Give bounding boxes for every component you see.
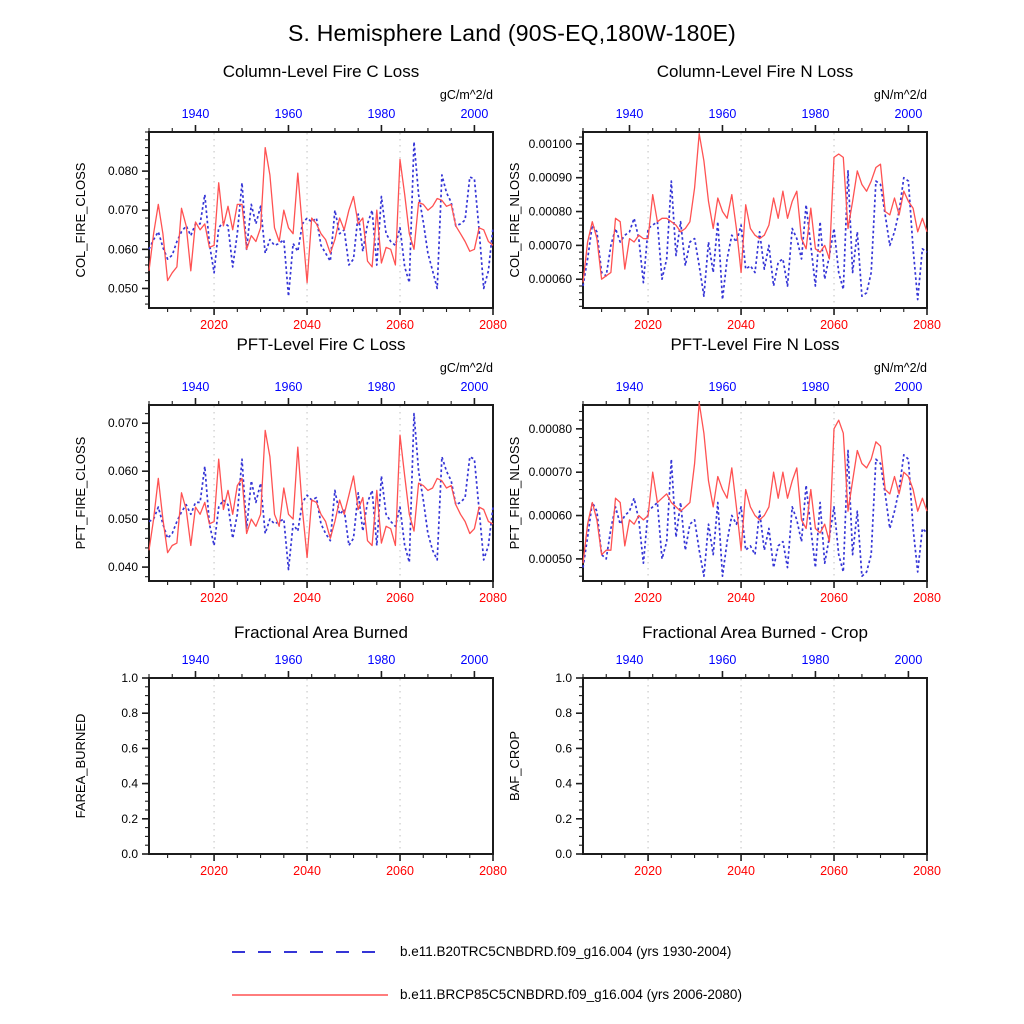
series-historical bbox=[149, 142, 493, 296]
y-axis-label: COL_FIRE_NLOSS bbox=[507, 162, 522, 278]
svg-text:2060: 2060 bbox=[386, 591, 414, 605]
legend-line-dashed bbox=[230, 944, 390, 960]
svg-text:2000: 2000 bbox=[460, 653, 489, 667]
svg-text:1980: 1980 bbox=[367, 380, 396, 394]
svg-text:0.060: 0.060 bbox=[107, 242, 138, 257]
legend-line-solid bbox=[230, 987, 390, 1003]
svg-text:0.8: 0.8 bbox=[121, 706, 138, 721]
svg-text:0.050: 0.050 bbox=[107, 281, 138, 296]
svg-text:0.00070: 0.00070 bbox=[528, 465, 572, 480]
svg-text:1940: 1940 bbox=[615, 380, 644, 394]
svg-text:0.8: 0.8 bbox=[555, 706, 572, 721]
svg-text:0.070: 0.070 bbox=[107, 203, 138, 218]
svg-text:0.00080: 0.00080 bbox=[528, 421, 572, 436]
svg-text:1940: 1940 bbox=[181, 653, 210, 667]
svg-text:0.0: 0.0 bbox=[555, 847, 572, 861]
svg-text:2020: 2020 bbox=[634, 864, 662, 878]
svg-text:1960: 1960 bbox=[708, 653, 737, 667]
panel-title-col-fire-closs: Column-Level Fire C Loss bbox=[222, 62, 420, 81]
series-rcp85 bbox=[583, 134, 927, 283]
svg-text:1960: 1960 bbox=[708, 380, 737, 394]
svg-text:1980: 1980 bbox=[801, 107, 830, 121]
svg-text:1980: 1980 bbox=[367, 653, 396, 667]
svg-text:2040: 2040 bbox=[727, 318, 755, 332]
units-label: gN/m^2/d bbox=[873, 88, 927, 102]
svg-text:0.4: 0.4 bbox=[121, 776, 138, 791]
svg-text:0.2: 0.2 bbox=[121, 811, 138, 826]
svg-text:2000: 2000 bbox=[894, 107, 923, 121]
panel-plot-0 bbox=[108, 107, 507, 332]
y-axis-label: FAREA_BURNED bbox=[73, 713, 88, 819]
svg-text:1940: 1940 bbox=[181, 380, 210, 394]
legend-label: b.e11.BRCP85C5CNBDRD.f09_g16.004 (yrs 2006-2080) bbox=[400, 987, 742, 1002]
svg-text:0.2: 0.2 bbox=[555, 811, 572, 826]
y-axis-label: COL_FIRE_CLOSS bbox=[73, 162, 88, 278]
svg-text:0.00060: 0.00060 bbox=[528, 508, 572, 523]
svg-text:2060: 2060 bbox=[386, 318, 414, 332]
svg-text:0.070: 0.070 bbox=[107, 416, 138, 431]
series-rcp85 bbox=[149, 148, 493, 283]
svg-text:1.0: 1.0 bbox=[121, 671, 138, 685]
svg-text:2080: 2080 bbox=[913, 318, 941, 332]
svg-text:2040: 2040 bbox=[293, 318, 321, 332]
svg-text:2000: 2000 bbox=[460, 107, 489, 121]
legend-label: b.e11.B20TRC5CNBDRD.f09_g16.004 (yrs 1930-2004) bbox=[400, 944, 732, 959]
panel-plot-2 bbox=[108, 380, 507, 605]
panel-plot-3 bbox=[529, 380, 941, 605]
panel-title-farea-burned: Fractional Area Burned bbox=[234, 623, 408, 642]
legend-item-historical bbox=[230, 944, 870, 960]
svg-text:2000: 2000 bbox=[894, 653, 923, 667]
y-axis-label: BAF_CROP bbox=[507, 730, 522, 802]
svg-text:0.050: 0.050 bbox=[107, 512, 138, 527]
svg-text:0.060: 0.060 bbox=[107, 464, 138, 479]
svg-text:1.0: 1.0 bbox=[555, 671, 572, 685]
svg-text:1940: 1940 bbox=[615, 107, 644, 121]
panel-plot-5 bbox=[555, 653, 941, 878]
svg-text:2020: 2020 bbox=[200, 864, 228, 878]
series-historical bbox=[149, 414, 493, 570]
svg-text:2040: 2040 bbox=[727, 864, 755, 878]
svg-text:2080: 2080 bbox=[913, 591, 941, 605]
svg-text:2020: 2020 bbox=[200, 318, 228, 332]
svg-text:1940: 1940 bbox=[181, 107, 210, 121]
svg-text:2080: 2080 bbox=[479, 591, 507, 605]
svg-text:2040: 2040 bbox=[727, 591, 755, 605]
panel-title-baf-crop: Fractional Area Burned - Crop bbox=[642, 623, 868, 642]
legend-item-rcp85 bbox=[230, 987, 870, 1003]
svg-text:2020: 2020 bbox=[634, 591, 662, 605]
svg-text:2000: 2000 bbox=[460, 380, 489, 394]
series-historical bbox=[583, 451, 927, 577]
svg-text:1960: 1960 bbox=[274, 107, 303, 121]
main-title: S. Hemisphere Land (90S-EQ,180W-180E) bbox=[287, 20, 737, 46]
units-label: gN/m^2/d bbox=[873, 361, 927, 375]
svg-text:0.0: 0.0 bbox=[121, 847, 138, 861]
svg-text:0.00070: 0.00070 bbox=[528, 238, 572, 253]
svg-text:2060: 2060 bbox=[386, 864, 414, 878]
svg-text:0.6: 0.6 bbox=[555, 741, 572, 756]
svg-text:2060: 2060 bbox=[820, 864, 848, 878]
panel-plot-1 bbox=[529, 107, 941, 332]
panel-title-pft-fire-nloss: PFT-Level Fire N Loss bbox=[670, 335, 840, 354]
svg-text:0.040: 0.040 bbox=[107, 560, 138, 575]
units-label: gC/m^2/d bbox=[439, 361, 493, 375]
y-axis-label: PFT_FIRE_CLOSS bbox=[73, 436, 88, 550]
svg-text:2040: 2040 bbox=[293, 864, 321, 878]
svg-text:2080: 2080 bbox=[479, 864, 507, 878]
svg-text:2040: 2040 bbox=[293, 591, 321, 605]
svg-text:0.00090: 0.00090 bbox=[528, 170, 572, 185]
svg-text:1960: 1960 bbox=[274, 653, 303, 667]
svg-text:0.00100: 0.00100 bbox=[528, 136, 572, 151]
svg-text:0.00080: 0.00080 bbox=[528, 204, 572, 219]
svg-text:2080: 2080 bbox=[479, 318, 507, 332]
svg-text:1980: 1980 bbox=[801, 653, 830, 667]
svg-text:2000: 2000 bbox=[894, 380, 923, 394]
svg-text:2020: 2020 bbox=[200, 591, 228, 605]
svg-text:1960: 1960 bbox=[708, 107, 737, 121]
svg-text:2060: 2060 bbox=[820, 318, 848, 332]
svg-text:2080: 2080 bbox=[913, 864, 941, 878]
svg-text:1980: 1980 bbox=[801, 380, 830, 394]
svg-text:1960: 1960 bbox=[274, 380, 303, 394]
svg-text:2060: 2060 bbox=[820, 591, 848, 605]
panel-plot-4 bbox=[121, 653, 507, 878]
svg-text:1980: 1980 bbox=[367, 107, 396, 121]
panel-title-pft-fire-closs: PFT-Level Fire C Loss bbox=[236, 335, 406, 354]
svg-text:0.080: 0.080 bbox=[107, 164, 138, 179]
svg-text:0.00050: 0.00050 bbox=[528, 551, 572, 566]
svg-text:2020: 2020 bbox=[634, 318, 662, 332]
svg-text:0.6: 0.6 bbox=[121, 741, 138, 756]
svg-text:1940: 1940 bbox=[615, 653, 644, 667]
panel-title-col-fire-nloss: Column-Level Fire N Loss bbox=[656, 62, 854, 81]
units-label: gC/m^2/d bbox=[439, 88, 493, 102]
svg-text:0.00060: 0.00060 bbox=[528, 272, 572, 287]
svg-text:0.4: 0.4 bbox=[555, 776, 572, 791]
y-axis-label: PFT_FIRE_NLOSS bbox=[507, 436, 522, 550]
